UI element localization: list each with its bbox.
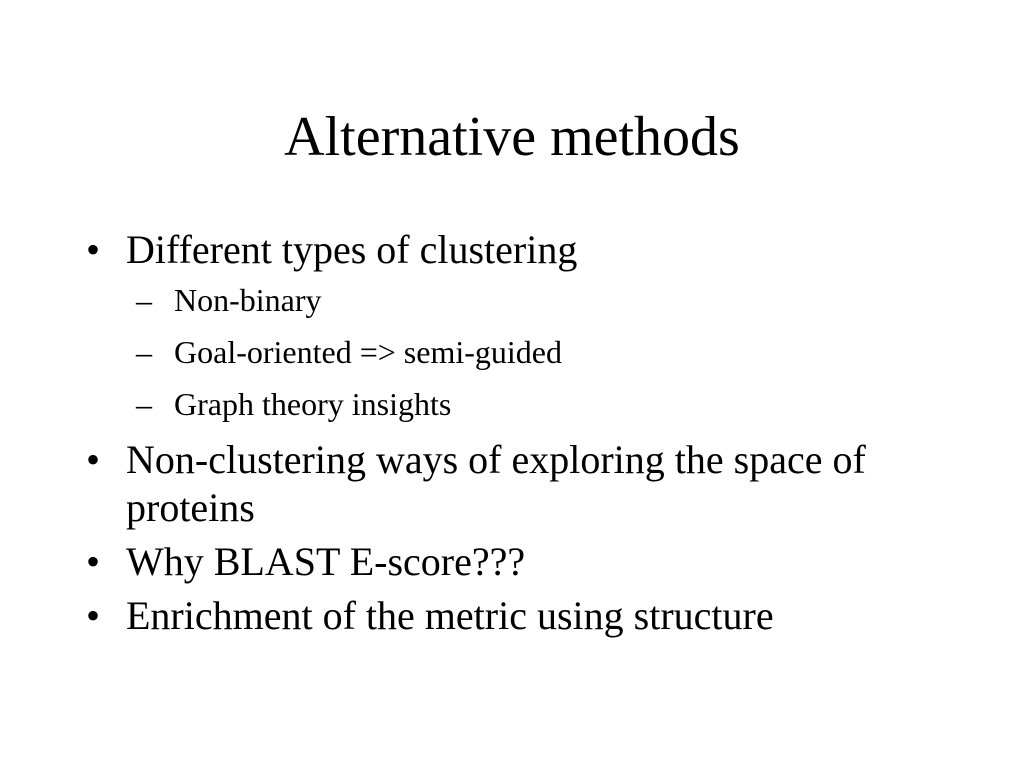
dash-icon: – <box>136 386 152 422</box>
bullet-text: Different types of clustering <box>126 227 578 272</box>
bullet-list <box>84 226 964 646</box>
sub-bullet-text: Goal-oriented => semi-guided <box>174 334 562 370</box>
sub-bullet-item <box>126 332 964 372</box>
dash-icon: – <box>136 334 152 370</box>
bullet-text: Why BLAST E-score??? <box>126 539 526 584</box>
sub-bullet-text: Non-binary <box>174 282 322 318</box>
bullet-item <box>84 538 964 586</box>
sub-bullet-text: Graph theory insights <box>174 386 452 422</box>
bullet-item <box>84 592 964 640</box>
bullet-icon: • <box>86 593 101 638</box>
sub-bullet-item <box>126 280 964 320</box>
bullet-text: Enrichment of the metric using structure <box>126 593 774 638</box>
bullet-icon: • <box>86 539 101 584</box>
bullet-icon: • <box>86 437 101 482</box>
bullet-icon: • <box>86 227 101 272</box>
bullet-item <box>84 226 964 424</box>
sub-bullet-item <box>126 384 964 424</box>
dash-icon: – <box>136 282 152 318</box>
slide-title: Alternative methods <box>284 106 740 168</box>
bullet-item <box>84 436 964 532</box>
sub-bullet-list <box>126 280 964 424</box>
bullet-text: Non-clustering ways of exploring the space of proteins <box>126 437 866 530</box>
